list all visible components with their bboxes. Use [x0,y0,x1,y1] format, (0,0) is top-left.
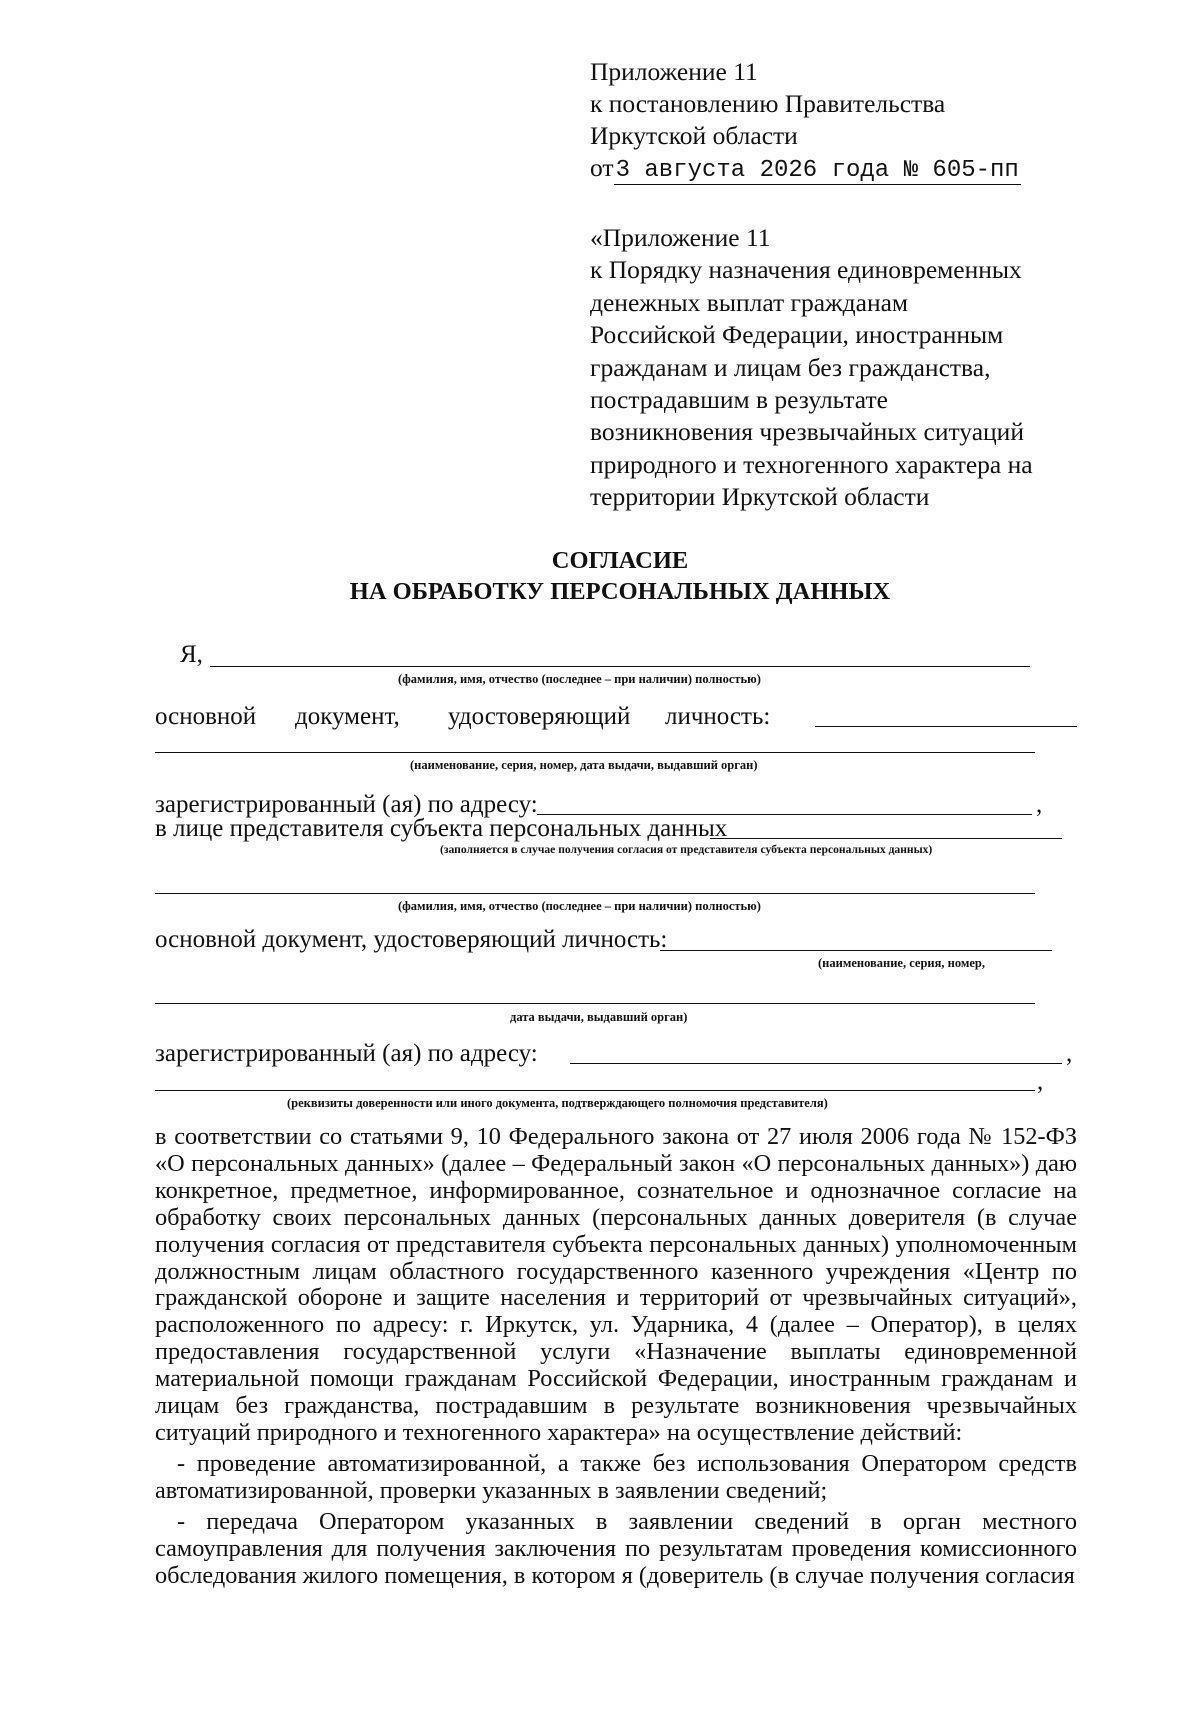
annex-line: Приложение 11 [590,57,758,86]
resolution-date: 3 августа 2026 года № 605-пп [615,157,1019,184]
consent-body [155,1124,1077,1589]
rep-doc-label: основной документ, удостоверяющий личность: [155,926,668,953]
order-line: возникновения чрезвычайных ситуаций [590,417,1024,447]
order-line: к Порядку назначения единовременных [590,255,1022,285]
power-of-attorney-field-line[interactable] [155,1090,1035,1091]
representative-caption: (заполняется в случае получения согласия от представителя субъекта персональных данных) [440,843,933,856]
doc-field-line[interactable] [815,726,1077,727]
representative-label: в лице представителя субъекта персональных данных [155,815,728,842]
power-comma: , [1037,1068,1044,1095]
rep-fio-caption: (фамилия, имя, отчество (последнее – при наличии) полностью) [398,899,761,913]
rep-doc-field-line-2[interactable] [155,1003,1035,1004]
fio-caption: (фамилия, имя, отчество (последнее – при наличии) полностью) [398,672,761,686]
order-line: территории Иркутской области [590,482,930,512]
power-caption: (реквизиты доверенности или иного документа, подтверждающего полномочия представителя) [287,1096,828,1110]
doc-field-line-2[interactable] [155,752,1035,753]
annex-date-line [590,152,1021,187]
rep-address-comma: , [1066,1040,1073,1067]
annex-header [590,56,1021,187]
annex-line: к постановлению Правительства [590,89,946,118]
address-label: зарегистрированный (ая) по адресу: [155,791,538,818]
document-title: СОГЛАСИЕ [551,547,689,574]
doc-word: личность: [665,703,771,730]
date-prefix: от [590,153,614,182]
order-line: природного и техногенного характера на [590,449,1033,479]
i-label: Я, [180,641,203,668]
rep-doc-caption: (наименование, серия, номер, [818,956,985,970]
rep-fio-field-line[interactable] [155,893,1035,894]
rep-address-field-line[interactable] [570,1063,1062,1064]
order-line: пострадавшим в результате [590,385,888,415]
doc-word: удостоверяющий [448,703,631,730]
consent-item: - передача Оператором указанных в заявлении сведений в орган местного самоуправления для получения заключения по результатам проведения комиссионного обследования жилого помещения, в котором я (доверитель (в случае получения согласия [155,1507,1077,1589]
document-subtitle: НА ОБРАБОТКУ ПЕРСОНАЛЬНЫХ ДАННЫХ [349,578,891,605]
address-comma: , [1036,791,1043,818]
rep-address-label: зарегистрированный (ая) по адресу: [155,1040,538,1067]
doc-word: основной [155,703,257,730]
doc-word: документ, [295,703,400,730]
consent-paragraph: в соответствии со статьями 9, 10 Федерального закона от 27 июля 2006 года № 152-ФЗ «О персональных данных» (далее – Федеральный закон «О персональных данных») даю конкретное, предметное, информированное, сознательное и однозначное согласие на обработку своих персональных данных (персональных данных доверителя (в случае получения согласия от представителя субъекта персональных данных) уполномоченным должностным лицам областного государственного казенного учреждения «Центр по гражданской обороне и защите населения и территорий от чрезвычайных ситуаций», расположенного по адресу: г. Иркутск, ул. Ударника, 4 (далее – Оператор), в целях предоставления государственной услуги «Назначение выплаты единовременной материальной помощи гражданам Российской Федерации, иностранным гражданам и лицам без гражданства, пострадавшим в результате возникновения чрезвычайных ситуаций природного и техногенного характера» на осуществление действий: [155,1123,1077,1446]
order-header [590,222,1033,514]
representative-field-line[interactable] [710,838,1062,839]
order-line: «Приложение 11 [590,223,771,252]
order-line: гражданам и лицам без гражданства, [590,352,991,382]
order-line: денежных выплат гражданам [590,287,909,317]
rep-doc-field-line[interactable] [660,950,1052,951]
order-line: Российской Федерации, иностранным [590,320,1004,350]
rep-doc-caption-2: дата выдачи, выдавший орган) [510,1010,688,1024]
fio-field-line[interactable] [210,666,1030,667]
doc-caption: (наименование, серия, номер, дата выдачи, выдавший орган) [410,758,758,772]
annex-line: Иркутской области [590,121,798,150]
consent-item: - проведение автоматизированной, а также без использования Оператором средств автоматизированной, проверки указанных в заявлении сведений; [155,1449,1077,1504]
